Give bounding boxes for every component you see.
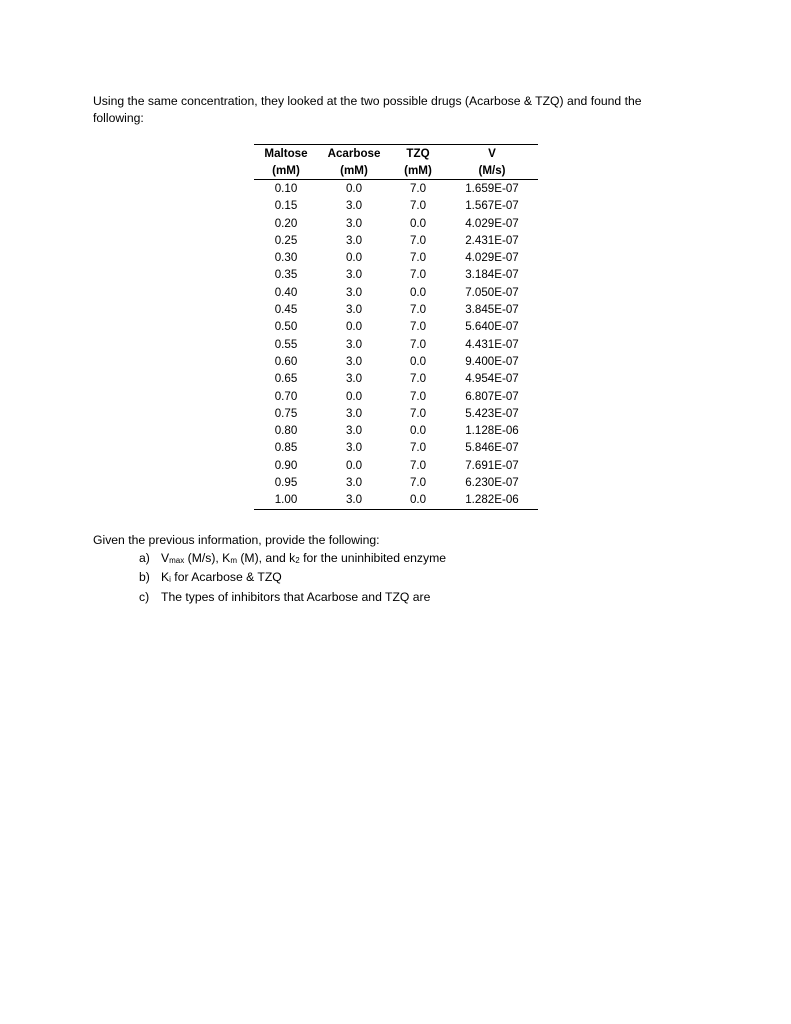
cell-velocity: 5.846E-07	[465, 441, 519, 455]
table-row	[254, 318, 538, 335]
cell-acarbose: 3.0	[345, 372, 363, 386]
intro-paragraph	[93, 93, 693, 127]
cell-tzq: 0.0	[409, 216, 427, 230]
cell-acarbose: 3.0	[345, 476, 363, 490]
ki-subscript: i	[169, 575, 171, 584]
cell-acarbose: 3.0	[345, 337, 363, 351]
cell-acarbose: 3.0	[345, 406, 363, 420]
cell-tzq: 7.0	[409, 441, 427, 455]
questions-intro: Given the previous information, provide the following:	[93, 533, 380, 547]
question-b	[93, 569, 693, 589]
cell-maltose: 0.15	[274, 199, 298, 213]
km-subscript: m	[230, 555, 237, 565]
cell-maltose: 0.50	[274, 320, 298, 334]
cell-maltose: 0.70	[274, 389, 298, 403]
cell-velocity: 7.691E-07	[465, 458, 519, 472]
cell-acarbose: 0.0	[345, 251, 363, 265]
cell-maltose: 0.20	[274, 216, 298, 230]
table-row	[254, 266, 538, 283]
table-row	[254, 370, 538, 387]
question-a-letter: a)	[139, 550, 150, 565]
header-tzq: TZQ	[390, 145, 446, 163]
cell-tzq: 7.0	[409, 389, 427, 403]
table-row	[254, 249, 538, 266]
cell-maltose: 0.35	[274, 268, 298, 282]
cell-tzq: 7.0	[409, 199, 427, 213]
table-row	[254, 491, 538, 509]
cell-acarbose: 3.0	[345, 268, 363, 282]
table-header-row-units	[254, 162, 538, 180]
cell-velocity: 2.431E-07	[465, 233, 519, 247]
cell-velocity: 6.230E-07	[465, 476, 519, 490]
cell-velocity: 1.659E-07	[465, 182, 519, 195]
cell-velocity: 4.029E-07	[465, 251, 519, 265]
cell-tzq: 7.0	[409, 406, 427, 420]
cell-velocity: 5.640E-07	[465, 320, 519, 334]
cell-maltose: 0.55	[274, 337, 298, 351]
question-a-part-3: for the uninhibited enzyme	[299, 550, 447, 565]
vmax-subscript: max	[169, 555, 185, 565]
header-acarbose: Acarbose	[318, 145, 390, 163]
ki-symbol: K	[161, 570, 170, 584]
vmax-symbol: V	[161, 550, 170, 565]
k2-subscript: 2	[295, 555, 300, 565]
question-c-text: The types of inhibitors that Acarbose and TZQ are	[161, 589, 431, 604]
table-row	[254, 439, 538, 456]
header-velocity-unit: (M/s)	[446, 162, 538, 180]
cell-tzq: 0.0	[409, 424, 427, 438]
cell-velocity: 6.807E-07	[465, 389, 519, 403]
cell-tzq: 7.0	[409, 320, 427, 334]
header-tzq-unit: (mM)	[390, 162, 446, 180]
cell-tzq: 0.0	[390, 491, 446, 509]
table-row	[254, 422, 538, 439]
cell-acarbose: 3.0	[345, 441, 363, 455]
table-row	[254, 353, 538, 370]
cell-acarbose: 3.0	[345, 303, 363, 317]
cell-maltose: 0.60	[274, 354, 298, 368]
table-row	[254, 232, 538, 249]
cell-maltose: 0.90	[274, 458, 298, 472]
cell-tzq: 7.0	[409, 251, 427, 265]
cell-acarbose: 3.0	[345, 285, 363, 299]
cell-tzq: 0.0	[409, 285, 427, 299]
cell-velocity: 1.128E-06	[465, 424, 519, 438]
question-c	[93, 589, 693, 607]
cell-velocity: 4.029E-07	[465, 216, 519, 230]
cell-maltose: 0.40	[274, 285, 298, 299]
cell-velocity: 1.282E-06	[446, 491, 538, 509]
cell-tzq: 7.0	[409, 303, 427, 317]
table-row	[254, 336, 538, 353]
cell-acarbose: 3.0	[345, 233, 363, 247]
cell-tzq: 0.0	[409, 354, 427, 368]
table-row	[254, 405, 538, 422]
cell-velocity: 3.184E-07	[465, 268, 519, 282]
cell-acarbose: 3.0	[345, 199, 363, 213]
cell-acarbose: 0.0	[345, 458, 363, 472]
cell-maltose: 0.45	[274, 303, 298, 317]
inhibition-data-table	[254, 144, 538, 510]
question-b-part-1: for Acarbose & TZQ	[170, 570, 282, 584]
questions-section	[93, 532, 693, 606]
cell-tzq: 7.0	[409, 372, 427, 386]
cell-tzq: 7.0	[409, 458, 427, 472]
table-row	[254, 301, 538, 318]
header-velocity: V	[446, 145, 538, 163]
cell-velocity: 7.050E-07	[465, 285, 519, 299]
cell-acarbose: 0.0	[345, 182, 363, 195]
table-row	[254, 474, 538, 491]
cell-acarbose: 3.0	[318, 491, 390, 509]
question-b-text	[161, 569, 282, 589]
cell-maltose: 0.85	[274, 441, 298, 455]
table-row	[254, 388, 538, 405]
intro-line-1: Using the same concentration, they looked at the two possible drugs (Acarbose & TZQ) and found the	[93, 94, 642, 108]
question-b-letter: b)	[139, 570, 150, 584]
cell-velocity: 4.954E-07	[465, 372, 519, 386]
header-maltose-unit: (mM)	[254, 162, 318, 180]
cell-tzq: 7.0	[409, 182, 427, 195]
cell-acarbose: 3.0	[345, 216, 363, 230]
table-body	[254, 180, 538, 510]
cell-maltose: 0.30	[274, 251, 298, 265]
table-row	[254, 197, 538, 214]
header-maltose: Maltose	[254, 145, 318, 163]
table-row	[254, 284, 538, 301]
cell-acarbose: 3.0	[345, 354, 363, 368]
cell-maltose: 1.00	[254, 491, 318, 509]
cell-maltose: 0.10	[274, 182, 298, 195]
cell-tzq: 7.0	[409, 476, 427, 490]
question-a	[93, 550, 693, 570]
table-row	[254, 457, 538, 474]
question-a-part-2: (M), and k	[236, 550, 296, 565]
cell-maltose: 0.75	[274, 406, 298, 420]
question-a-text	[161, 550, 446, 570]
table-row	[254, 180, 538, 198]
table-header-row-names	[254, 145, 538, 163]
table-row	[254, 215, 538, 232]
cell-acarbose: 3.0	[345, 424, 363, 438]
cell-maltose: 0.65	[274, 372, 298, 386]
cell-velocity: 1.567E-07	[465, 199, 519, 213]
cell-tzq: 7.0	[409, 268, 427, 282]
question-a-part-1: (M/s), K	[184, 550, 231, 565]
cell-velocity: 9.400E-07	[465, 354, 519, 368]
question-c-letter: c)	[139, 589, 150, 604]
cell-velocity: 3.845E-07	[465, 303, 519, 317]
cell-tzq: 7.0	[409, 233, 427, 247]
header-acarbose-unit: (mM)	[318, 162, 390, 180]
cell-acarbose: 0.0	[345, 389, 363, 403]
cell-velocity: 4.431E-07	[465, 337, 519, 351]
cell-acarbose: 0.0	[345, 320, 363, 334]
cell-maltose: 0.95	[274, 476, 298, 490]
cell-maltose: 0.80	[274, 424, 298, 438]
cell-maltose: 0.25	[274, 233, 298, 247]
cell-velocity: 5.423E-07	[465, 406, 519, 420]
cell-tzq: 7.0	[409, 337, 427, 351]
intro-line-2: following:	[93, 111, 144, 125]
